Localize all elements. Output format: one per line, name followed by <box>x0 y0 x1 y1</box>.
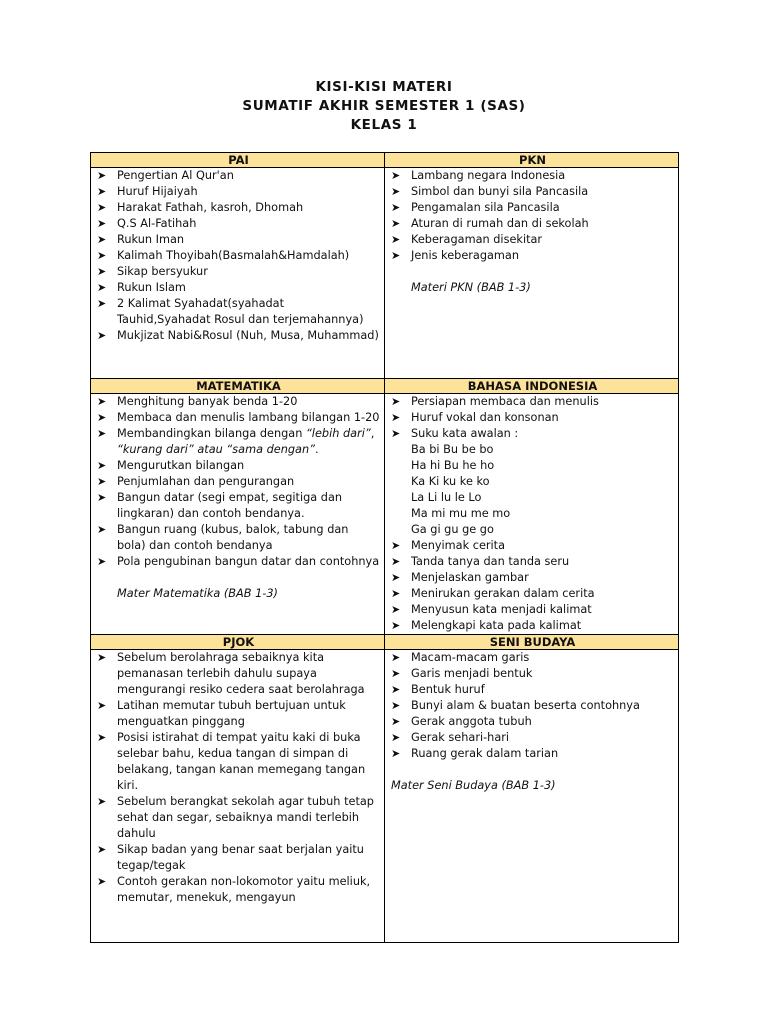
list-item: ➤ Suku kata awalan : <box>391 426 674 442</box>
list-item: ➤ Menirukan gerakan dalam cerita <box>391 586 674 602</box>
list-item: ➤ Ruang gerak dalam tarian <box>391 746 674 762</box>
list-item: ➤ Mengurutkan bilangan <box>97 458 380 474</box>
heading-bahasa-indonesia: BAHASA INDONESIA <box>385 379 679 394</box>
matematika-list <box>97 394 380 570</box>
cell-pkn <box>385 168 679 379</box>
cell-matematika <box>91 394 385 635</box>
item-text: Membandingkan bilanga dengan <box>117 427 306 440</box>
list-item: ➤ Sebelum berangkat sekolah agar tubuh tetap sehat dan segar, sebaiknya mandi terlebih dahulu <box>97 794 380 842</box>
heading-matematika: MATEMATIKA <box>91 379 385 394</box>
list-item: ➤ Bunyi alam & buatan beserta contohnya <box>391 698 674 714</box>
list-item: ➤ Macam-macam garis <box>391 650 674 666</box>
cell-pai <box>91 168 385 379</box>
content-row-1 <box>91 168 679 379</box>
list-item: ➤ Pengamalan sila Pancasila <box>391 200 674 216</box>
syllable-line: Ha hi Bu he ho <box>411 459 495 472</box>
list-item: ➤ 2 Kalimat Syahadat(syahadat Tauhid,Syahadat Rosul dan terjemahannya) <box>97 296 380 328</box>
heading-pkn: PKN <box>385 153 679 168</box>
list-item: ➤ Huruf Hijaiyah <box>97 184 380 200</box>
list-item: ➤ Lambang negara Indonesia <box>391 168 674 184</box>
list-item: ➤ Latihan memutar tubuh bertujuan untuk menguatkan pinggang <box>97 698 380 730</box>
item-quote: “kurang dari” <box>117 443 194 456</box>
content-row-3 <box>91 650 679 943</box>
header-row-1 <box>91 153 679 168</box>
list-item: ➤ Bangun ruang (kubus, balok, tabung dan bola) dan contoh bendanya <box>97 522 380 554</box>
list-item: ➤ Simbol dan bunyi sila Pancasila <box>391 184 674 200</box>
list-item: ➤ Penjumlahan dan pengurangan <box>97 474 380 490</box>
list-item: ➤ Persiapan membaca dan menulis <box>391 394 674 410</box>
item-separator: , <box>370 427 375 440</box>
item-quote: “sama dengan” <box>226 443 315 456</box>
list-item: ➤ Aturan di rumah dan di sekolah <box>391 216 674 232</box>
list-item: ➤ Pola pengubinan bangun datar dan contohnya <box>97 554 380 570</box>
list-item: ➤ Bentuk huruf <box>391 682 674 698</box>
list-item: ➤ Rukun Islam <box>97 280 380 296</box>
heading-seni-budaya: SENI BUDAYA <box>385 635 679 650</box>
list-item: ➤ Menjelaskan gambar <box>391 570 674 586</box>
bahasa-list-bottom <box>391 538 674 634</box>
list-item: ➤ Menyimak cerita <box>391 538 674 554</box>
document-title <box>0 78 768 135</box>
list-item: ➤ Pengertian Al Qur'an <box>97 168 380 184</box>
item-period: . <box>314 443 319 456</box>
list-item: ➤ Tanda tanya dan tanda seru <box>391 554 674 570</box>
title-line-2: SUMATIF AKHIR SEMESTER 1 (SAS) <box>242 98 526 114</box>
pkn-note: Materi PKN (BAB 1-3) <box>411 281 531 294</box>
bahasa-list-top <box>391 394 674 442</box>
list-item: ➤ Gerak sehari-hari <box>391 730 674 746</box>
header-row-2 <box>91 379 679 394</box>
heading-pjok: PJOK <box>91 635 385 650</box>
heading-pai: PAI <box>91 153 385 168</box>
item-conjunction: atau <box>193 443 227 456</box>
list-item: ➤ Menyusun kata menjadi kalimat <box>391 602 674 618</box>
list-item: ➤ Posisi istirahat di tempat yaitu kaki di buka selebar bahu, kedua tangan di simpan di belakang, tangan kanan memegang tangan kiri. <box>97 730 380 794</box>
pjok-list <box>97 650 380 906</box>
syllable-line: La Li lu le Lo <box>411 491 482 504</box>
list-item: ➤ Q.S Al-Fatihah <box>97 216 380 232</box>
list-item: ➤ Menghitung banyak benda 1-20 <box>97 394 380 410</box>
list-item: ➤ Bangun datar (segi empat, segitiga dan lingkaran) dan contoh bendanya. <box>97 490 380 522</box>
list-item: ➤ Harakat Fathah, kasroh, Dhomah <box>97 200 380 216</box>
cell-seni-budaya <box>385 650 679 943</box>
list-item <box>97 426 380 458</box>
list-item: ➤ Huruf vokal dan konsonan <box>391 410 674 426</box>
list-item: ➤ Contoh gerakan non-lokomotor yaitu meliuk, memutar, menekuk, mengayun <box>97 874 380 906</box>
list-item: ➤ Sikap badan yang benar saat berjalan yaitu tegap/tegak <box>97 842 380 874</box>
item-quote: “lebih dari” <box>305 427 371 440</box>
list-item: ➤ Sebelum berolahraga sebaiknya kita pemanasan terlebih dahulu supaya mengurangi resiko cedera saat berolahraga <box>97 650 380 698</box>
list-item: ➤ Rukun Iman <box>97 232 380 248</box>
list-item: ➤ Kalimah Thoyibah(Basmalah&Hamdalah) <box>97 248 380 264</box>
list-item: ➤ Sikap bersyukur <box>97 264 380 280</box>
list-item: ➤ Jenis keberagaman <box>391 248 674 264</box>
list-item: ➤ Membaca dan menulis lambang bilangan 1-20 <box>97 410 380 426</box>
seni-list <box>391 650 674 762</box>
title-line-1: KISI-KISI MATERI <box>315 79 453 95</box>
pai-list <box>97 168 380 344</box>
title-line-3: KELAS 1 <box>350 117 418 133</box>
header-row-3 <box>91 635 679 650</box>
syllable-line: Ba bi Bu be bo <box>411 443 494 456</box>
cell-pjok <box>91 650 385 943</box>
kisi-kisi-table <box>90 152 679 943</box>
list-item: ➤ Melengkapi kata pada kalimat <box>391 618 674 634</box>
list-item: ➤ Mukjizat Nabi&Rosul (Nuh, Musa, Muhammad) <box>97 328 380 344</box>
syllable-line: Ka Ki ku ke ko <box>411 475 490 488</box>
seni-note: Mater Seni Budaya (BAB 1-3) <box>391 779 556 792</box>
list-item: ➤ Garis menjadi bentuk <box>391 666 674 682</box>
matematika-note: Mater Matematika (BAB 1-3) <box>117 587 278 600</box>
syllable-line: Ma mi mu me mo <box>411 507 511 520</box>
content-row-2 <box>91 394 679 635</box>
list-item: ➤ Gerak anggota tubuh <box>391 714 674 730</box>
pkn-list <box>391 168 674 264</box>
list-item: ➤ Keberagaman disekitar <box>391 232 674 248</box>
cell-bahasa-indonesia <box>385 394 679 635</box>
syllable-line: Ga gi gu ge go <box>411 523 494 536</box>
